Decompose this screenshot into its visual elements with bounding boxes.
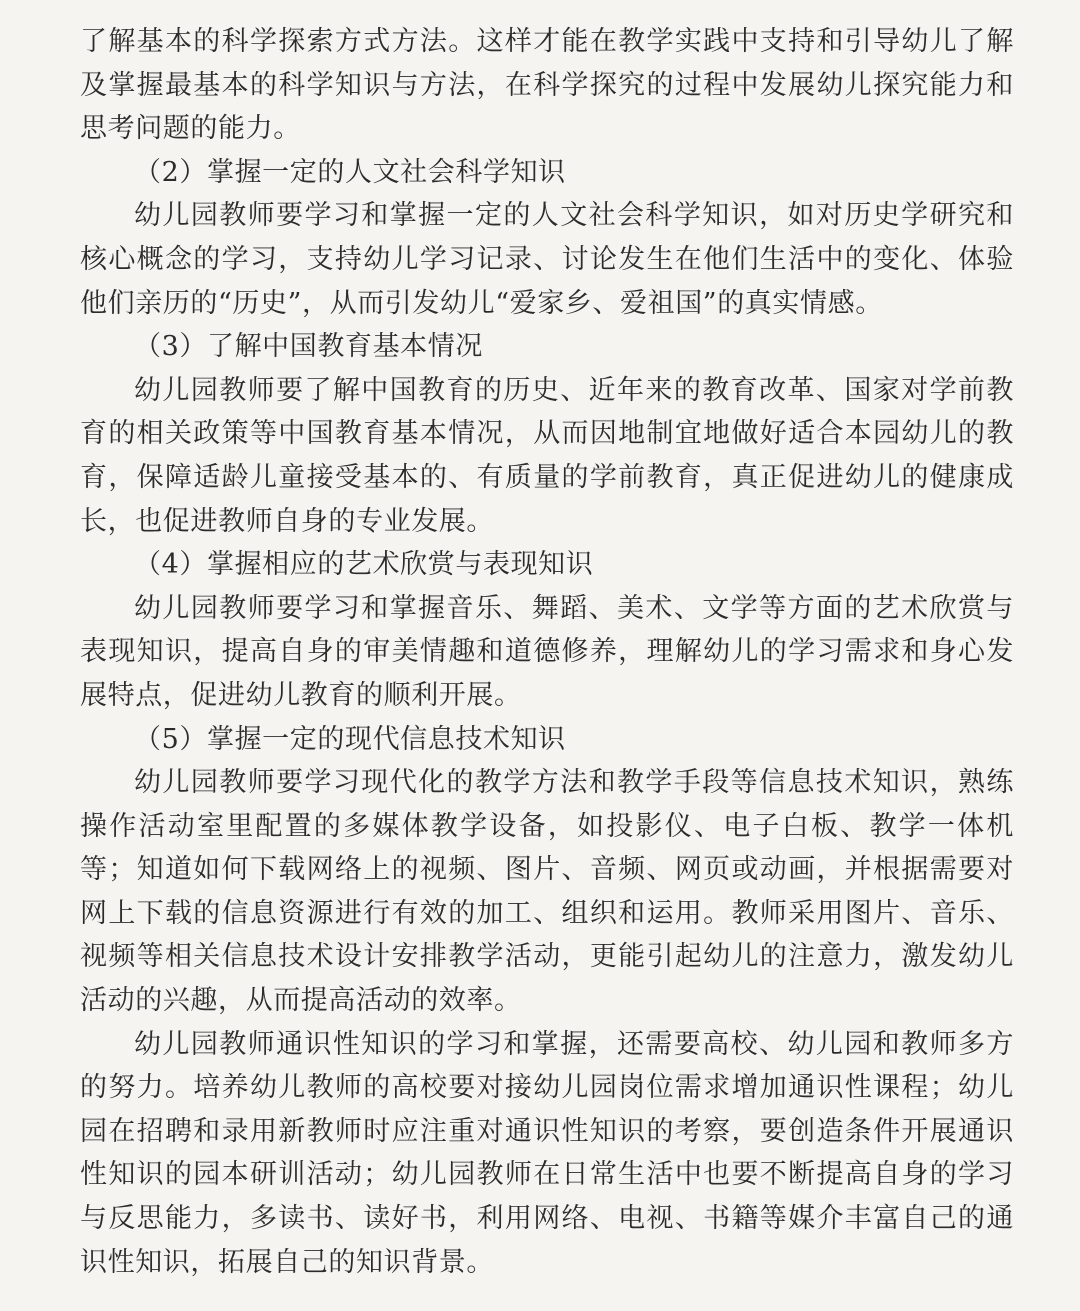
section-heading-5: （5）掌握一定的现代信息技术知识 (134, 723, 566, 755)
section-heading-3: （3）了解中国教育基本情况 (134, 331, 483, 363)
paragraph-education-situation: 幼儿园教师要了解中国教育的历史、近年来的教育改革、国家对学前教育的相关政策等中国教育基本情况，从而因地制宜地做好适合本园幼儿的教育，保障适龄儿童接受基本的、有质量的学前教育，真正促进幼儿的健康成长，也促进教师自身的专业发展。 (80, 374, 1014, 537)
paragraph-humanities: 幼儿园教师要学习和掌握一定的人文社会科学知识，如对历史学研究和核心概念的学习，支持幼儿学习记录、讨论发生在他们生活中的变化、体验他们亲历的“历史”，从而引发幼儿“爱家乡、爱祖国”的真实情感。 (80, 200, 1014, 319)
paragraph-it-knowledge: 幼儿园教师要学习现代化的教学方法和教学手段等信息技术知识，熟练操作活动室里配置的多媒体教学设备，如投影仪、电子白板、教学一体机等；知道如何下载网络上的视频、图片、音频、网页或动画，并根据需要对网上下载的信息资源进行有效的加工、组织和运用。教师采用图片、音乐、视频等相关信息技术设计安排教学活动，更能引起幼儿的注意力，激发幼儿活动的兴趣，从而提高活动的效率。 (80, 767, 1014, 1017)
paragraph-art: 幼儿园教师要学习和掌握音乐、舞蹈、美术、文学等方面的艺术欣赏与表现知识，提高自身的审美情趣和道德修养，理解幼儿的学习需求和身心发展特点，促进幼儿教育的顺利开展。 (80, 592, 1014, 711)
paragraph-continued: 了解基本的科学探索方式方法。这样才能在教学实践中支持和引导幼儿了解及掌握最基本的科学知识与方法，在科学探究的过程中发展幼儿探究能力和思考问题的能力。 (80, 26, 1014, 145)
section-heading-2: （2）掌握一定的人文社会科学知识 (134, 156, 566, 188)
section-heading-4: （4）掌握相应的艺术欣赏与表现知识 (134, 549, 594, 581)
paragraph-summary: 幼儿园教师通识性知识的学习和掌握，还需要高校、幼儿园和教师多方的努力。培养幼儿教师的高校要对接幼儿园岗位需求增加通识性课程；幼儿园在招聘和录用新教师时应注重对通识性知识的考察，要创造条件开展通识性知识的园本研训活动；幼儿园教师在日常生活中也要不断提高自身的学习与反思能力，多读书、读好书，利用网络、电视、书籍等媒介丰富自己的通识性知识，拓展自己的知识背景。 (80, 1028, 1014, 1278)
